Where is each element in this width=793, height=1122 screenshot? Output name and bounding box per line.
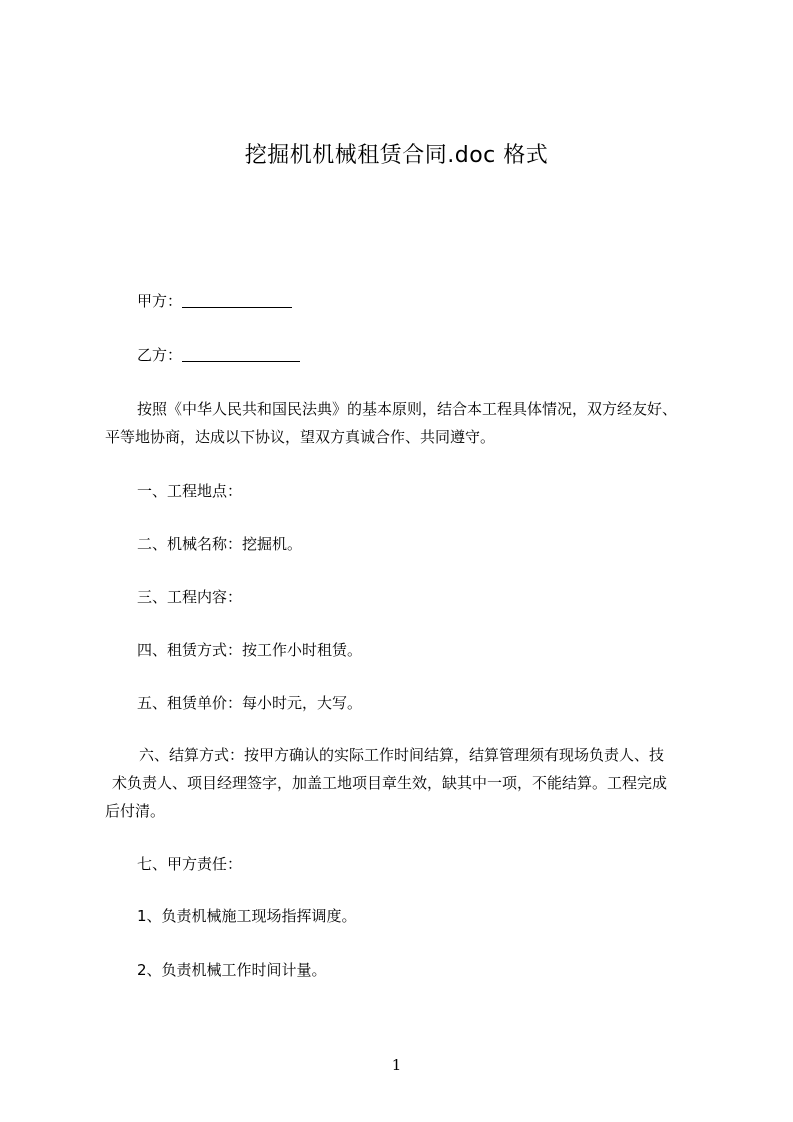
- clause-6-line-1: 六、结算方式：按甲方确认的实际工作时间结算，结算管理须有现场负责人、技: [139, 746, 665, 764]
- clause-7: 七、甲方责任：: [137, 855, 243, 873]
- party-b-blank[interactable]: [182, 347, 300, 362]
- preamble-line-2: 平等地协商，达成以下协议，望双方真诚合作、共同遵守。: [105, 428, 496, 446]
- party-a-blank[interactable]: [182, 293, 292, 308]
- clause-7-item-1: 1、负责机械施工现场指挥调度。: [137, 907, 357, 925]
- clause-5: 五、租赁单价：每小时元，大写。: [137, 694, 363, 712]
- clause-3: 三、工程内容：: [137, 588, 243, 606]
- preamble-line-1: 按照《中华人民共和国民法典》的基本原则，结合本工程具体情况，双方经友好、: [137, 400, 678, 418]
- clause-7-item-2: 2、负责机械工作时间计量。: [137, 961, 327, 979]
- document-title: 挖掘机机械租赁合同.doc 格式: [244, 143, 549, 168]
- clause-1: 一、工程地点：: [137, 482, 243, 500]
- page-number: 1: [391, 1056, 402, 1074]
- party-b-line: [137, 345, 300, 365]
- clause-6-line-2: 术负责人、项目经理签字，加盖工地项目章生效，缺其中一项，不能结算。工程完成: [112, 774, 668, 792]
- party-a-line: [137, 291, 292, 311]
- party-a-label: 甲方：: [137, 292, 183, 310]
- clause-4: 四、租赁方式：按工作小时租赁。: [137, 641, 363, 659]
- clause-2: 二、机械名称：挖掘机。: [137, 535, 303, 553]
- clause-6-line-3: 后付清。: [105, 802, 166, 820]
- party-b-label: 乙方：: [137, 346, 183, 364]
